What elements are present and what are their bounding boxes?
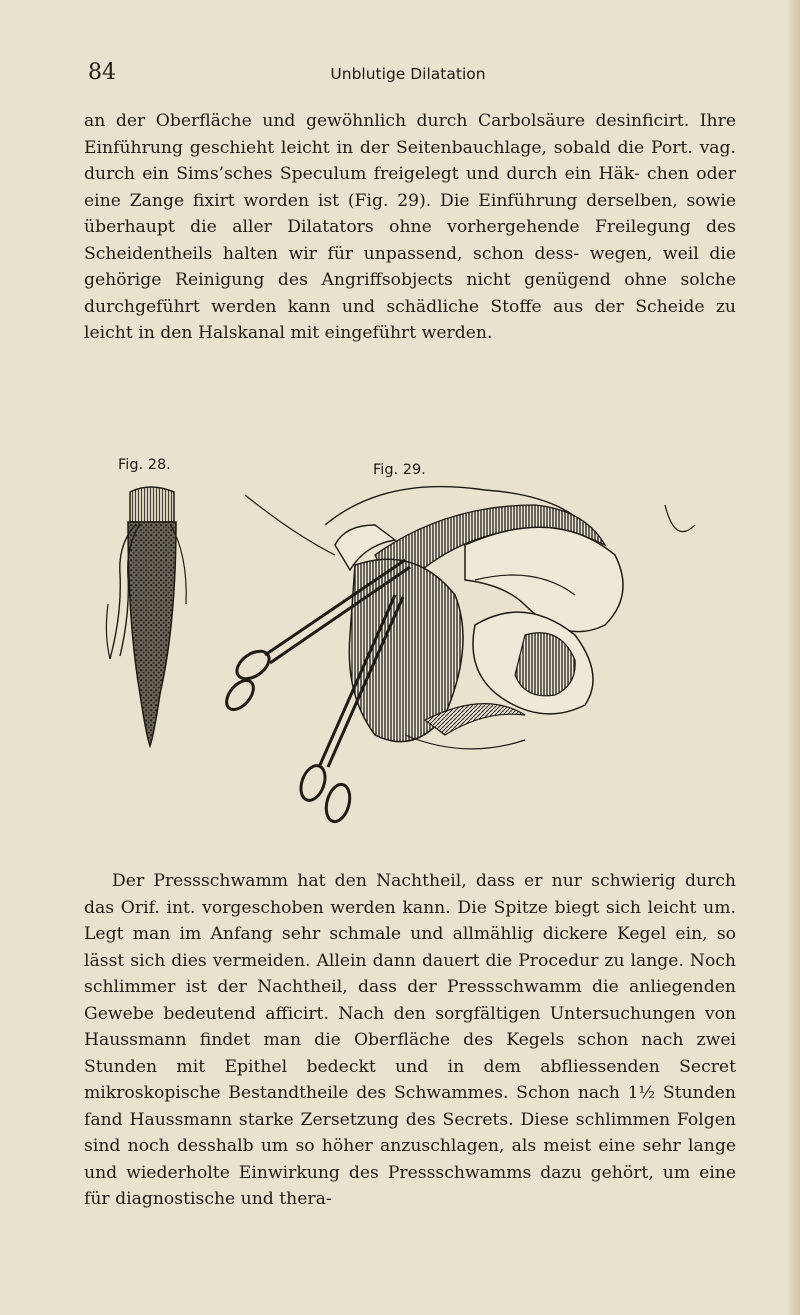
page-number: 84 [88, 60, 116, 85]
figure-28-label: Fig. 28. [118, 457, 171, 473]
speculum-forceps-illustration-icon [225, 485, 725, 845]
paragraph-2: Der Pressschwamm hat den Nachtheil, dass er nur schwierig durch das Orif. int. vorgeschoben werden kann. Die Spitze biegt sich leicht um. Legt man im Anfang sehr schmale und allmählig dickere Kegel ein, so lässt sich dies vermeiden. Allein dann dauert die Procedur zu lange. Noch schlimmer ist der Nachtheil, dass der Pressschwamm die anliegenden Gewebe bedeutend afficirt. Nach den sorgfältigen Untersuchungen von Haussmann findet man die Oberfläche des Kegels schon nach zwei Stunden mit Epithel bedeckt und in dem abfliessenden Secret mikroskopische Bestandtheile des Schwammes. Schon nach 1½ Stunden fand Haussmann starke Zersetzung des Secrets. Diese schlimmen Folgen sind noch desshalb um so höher anzuschlagen, als meist eine sehr lange und wiederholte Einwirkung des Pressschwamms dazu gehört, um eine für diagnostische und thera- [84, 871, 736, 1209]
page-edge-shadow [786, 0, 800, 1315]
figure-29-label: Fig. 29. [373, 462, 426, 478]
sponge-tent-icon [90, 484, 210, 754]
paragraph-1: an der Oberfläche und gewöhnlich durch Carbolsäure desinficirt. Ihre Einführung geschieht leicht in der Seitenbauchlage, sobald die Port. vag. durch ein Sims’sches Speculum freigelegt und durch ein Häk- chen oder eine Zange fixirt worden ist (Fig. 29). Die Einführung derselben, sowie überhaupt die aller Dilatators ohne vorhergehende Freilegung des Scheidentheils halten wir für unpassend, schon dess- wegen, weil die gehörige Reinigung des Angriffsobjects nicht genügend ohne solche durchgeführt werden kann und schädliche Stoffe aus der Scheide zu leicht in den Halskanal mit eingeführt werden. [84, 111, 736, 343]
running-head: Unblutige Dilatation [330, 65, 486, 83]
page-header [88, 60, 728, 86]
